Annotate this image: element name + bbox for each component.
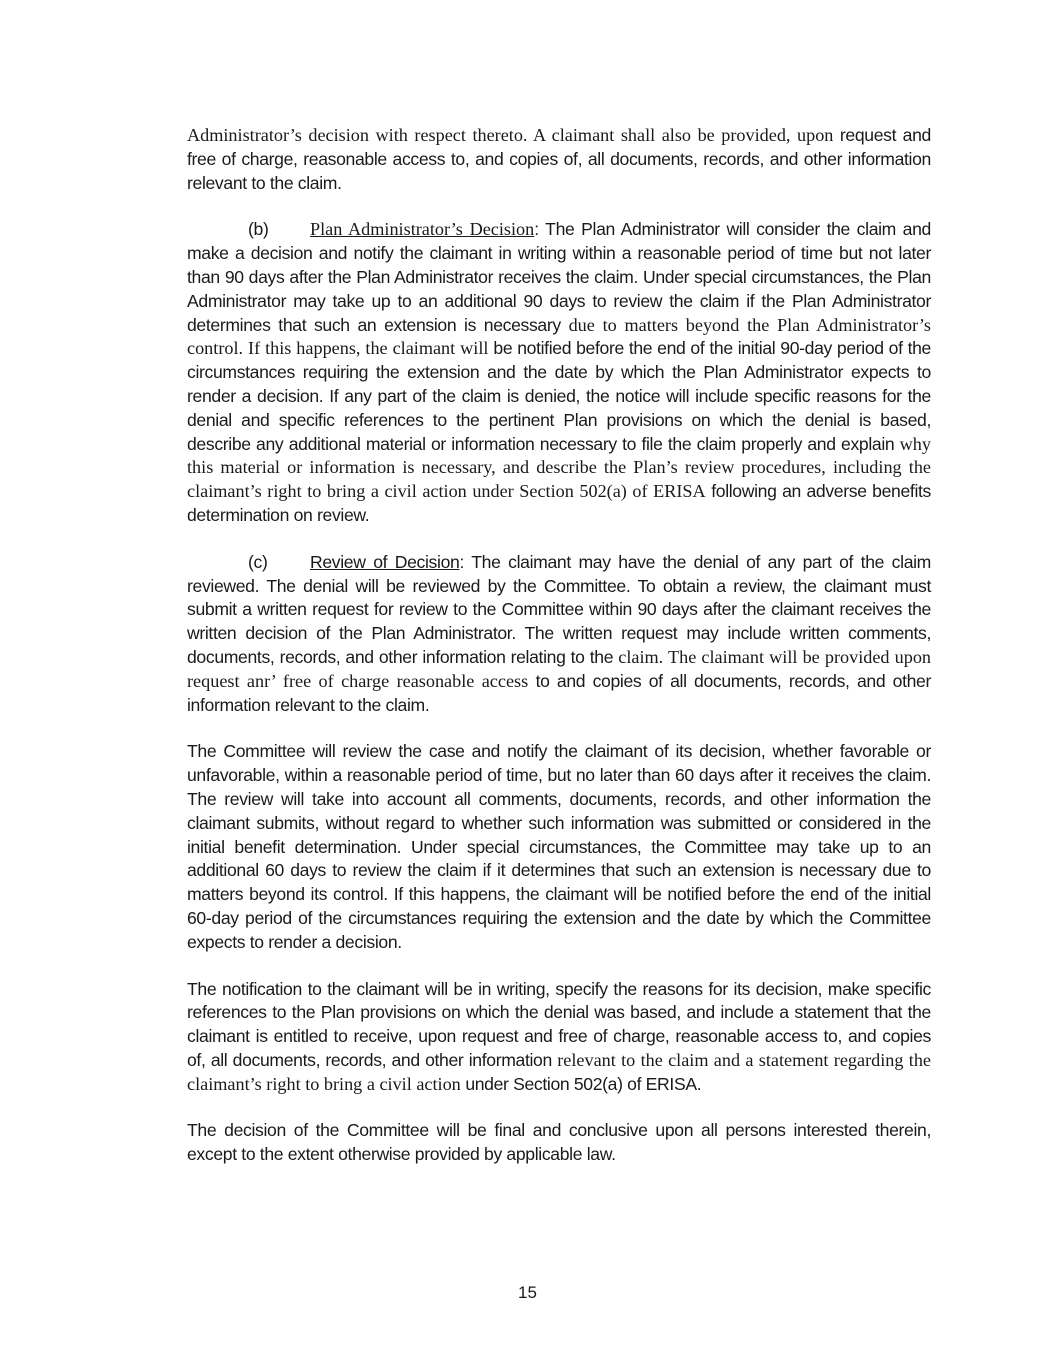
section-marker-c: (c) (248, 551, 268, 572)
section-heading-review-of-decision: Review of Decision (310, 551, 460, 572)
paragraph-text: be notified before the end of the initial 90-day period of the circumstances requiring the extension and the date by which the Plan Administrator expects to render a decision. If any part of the claim is denied, the notice will include specific reasons for the denial and specific references to the pertinent Plan provisions on which the denial is based, describe any additional material or information necessary to file the claim properly and explain (187, 338, 931, 454)
paragraph-text: The claimant may have the denial of any part of the claim reviewed. The denial will be reviewed by the Committee. To obtain a review, the claimant must submit a written request for review to the Committee within 90 days after the claimant receives the written decision of the Plan Administrator. The written request may include written comments, documents, records, and other information relating to the (187, 551, 931, 667)
section-heading-plan-administrator-decision: Plan Administrator’s Decision (310, 219, 535, 240)
paragraph-text: under Section 502(a) of ERISA. (465, 1073, 702, 1094)
paragraph-review-of-decision (187, 551, 931, 718)
paragraph-text: The notification to the claimant will be in writing, specify the reasons for its decision, make specific references to the Plan provisions on which the denial was based, and include a statement that the claimant is entitled to receive, upon request and free of charge, reasonable access to, and copies of, all documents, records, and other information (187, 978, 931, 1070)
paragraph-serif-text: relevant to the claim and a statement regarding the claimant’s right to bring a civil action (187, 1049, 931, 1094)
paragraph-serif-text: why this material or information is necessary, and describe the Plan’s review procedures, including the claimant’s right to bring a civil action under Section 502(a) of ERISA (187, 433, 931, 502)
paragraph-plan-administrator-decision (187, 218, 931, 527)
document-page (187, 124, 931, 1190)
heading-colon: : (534, 219, 539, 240)
paragraph-serif-text: due to matters beyond the Plan Administrator’s control. If this happens, the claimant will (187, 314, 932, 359)
paragraph-final-decision (187, 1119, 931, 1167)
paragraph-notification (187, 978, 931, 1097)
section-marker-b: (b) (248, 219, 269, 240)
paragraph-text: following an adverse benefits determination on review. (187, 481, 931, 525)
paragraph-claim-documents (187, 124, 931, 195)
paragraph-serif-text: claim. The claimant will be provided upon request anr’ free of charge reasonable access (187, 646, 932, 691)
paragraph-text: to and copies of all documents, records, and other information relevant to the claim. (187, 670, 932, 715)
paragraph-text: The Plan Administrator will consider the claim and make a decision and notify the claimant in writing within a reasonable period of time but not later than 90 days after the Plan Administrator receives the claim. Under special circumstances, the Plan Administrator may take up to an additional 90 days to review the claim if the Plan Administrator determines that such an extension is necessary (187, 219, 931, 335)
paragraph-text: The decision of the Committee will be final and conclusive upon all persons interested therein, except to the extent otherwise provided by applicable law. (187, 1120, 931, 1165)
paragraph-serif-lead: Administrator’s decision with respect thereto. A claimant shall also be provided, upon (187, 125, 834, 145)
page-number: 15 (518, 1283, 537, 1302)
paragraph-committee-review (187, 740, 931, 954)
paragraph-text: The Committee will review the case and notify the claimant of its decision, whether favorable or unfavorable, within a reasonable period of time, but no later than 60 days after it receives the claim. The review will take into account all comments, documents, records, and other information the claimant submits, without regard to whether such information was submitted or considered in the initial benefit determination. Under special circumstances, the Committee may take up to an additional 60 days to review the claim if it determines that such an extension is necessary due to matters beyond its control. If this happens, the claimant will be notified before the end of the initial 60-day period of the circumstances requiring the extension and the date by which the Committee expects to render a decision. (187, 741, 931, 952)
heading-colon: : (459, 551, 464, 572)
paragraph-text: request and free of charge, reasonable access to, and copies of, all documents, records, and other information relevant to the claim. (187, 125, 931, 193)
